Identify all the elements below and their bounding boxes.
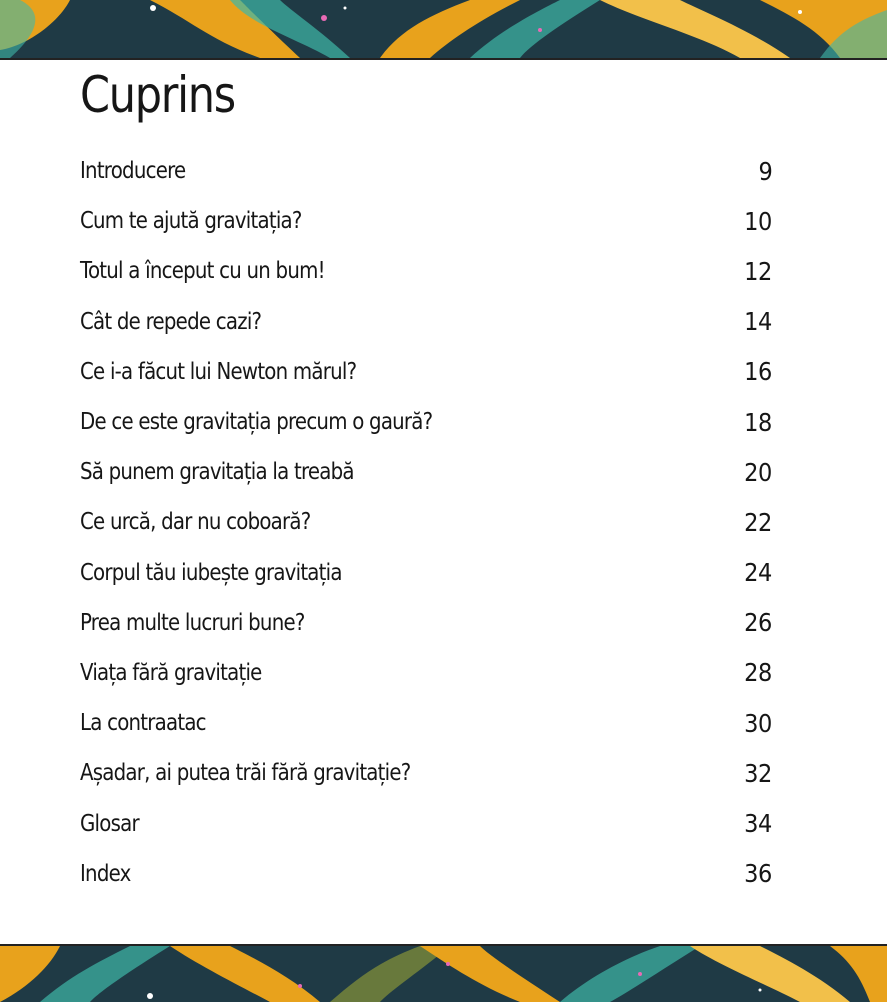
toc-entry-title: Totul a început cu un bum!	[80, 258, 325, 285]
toc-row	[80, 849, 772, 899]
toc-row	[80, 497, 772, 547]
toc-page-number: 28	[744, 658, 772, 688]
toc-page-number: 34	[744, 809, 772, 839]
toc-entry-title: Glosar	[80, 810, 139, 837]
toc-page-number: 20	[744, 457, 772, 487]
toc-entry-title: Cât de repede cazi?	[80, 308, 262, 335]
toc-row	[80, 648, 772, 698]
toc-row	[80, 598, 772, 648]
toc-entry-title: Prea multe lucruri bune?	[80, 609, 305, 636]
toc-entry-title: Viața fără gravitație	[80, 659, 262, 686]
toc-row	[80, 548, 772, 598]
toc-page-number: 14	[744, 307, 772, 337]
toc-page-number: 10	[744, 206, 772, 236]
toc-row	[80, 347, 772, 397]
toc-row	[80, 196, 772, 246]
toc-entry-title: Așadar, ai putea trăi fără gravitație?	[80, 760, 411, 787]
toc-row	[80, 246, 772, 296]
toc-page-number: 30	[744, 708, 772, 738]
toc-page-number: 32	[744, 758, 772, 788]
toc-entry-title: Să punem gravitația la treabă	[80, 459, 354, 486]
toc-entry-title: Ce i-a făcut lui Newton mărul?	[80, 358, 357, 385]
toc-entry-title: De ce este gravitația precum o gaură?	[80, 409, 433, 436]
toc-row	[80, 447, 772, 497]
toc-entry-title: La contraatac	[80, 710, 206, 737]
galaxy-pattern-bottom	[0, 946, 887, 1002]
toc-row	[80, 798, 772, 848]
table-of-contents	[80, 146, 772, 899]
toc-row	[80, 397, 772, 447]
toc-page-number: 16	[744, 357, 772, 387]
bottom-decorative-banner	[0, 944, 887, 1002]
toc-page-number: 22	[744, 507, 772, 537]
toc-entry-title: Cum te ajută gravitația?	[80, 208, 302, 235]
toc-page-number: 12	[744, 256, 772, 286]
toc-page-number: 9	[758, 156, 772, 186]
toc-row	[80, 297, 772, 347]
top-decorative-banner	[0, 0, 887, 60]
toc-entry-title: Introducere	[80, 158, 186, 185]
galaxy-pattern-top	[0, 0, 887, 58]
toc-row	[80, 698, 772, 748]
toc-page-number: 36	[744, 859, 772, 889]
page-title: Cuprins	[80, 66, 235, 124]
toc-page-number: 24	[744, 558, 772, 588]
toc-entry-title: Index	[80, 860, 131, 887]
toc-entry-title: Corpul tău iubește gravitația	[80, 559, 342, 586]
toc-page-number: 18	[744, 407, 772, 437]
toc-entry-title: Ce urcă, dar nu coboară?	[80, 509, 311, 536]
toc-page-number: 26	[744, 608, 772, 638]
toc-row	[80, 748, 772, 798]
toc-row	[80, 146, 772, 196]
